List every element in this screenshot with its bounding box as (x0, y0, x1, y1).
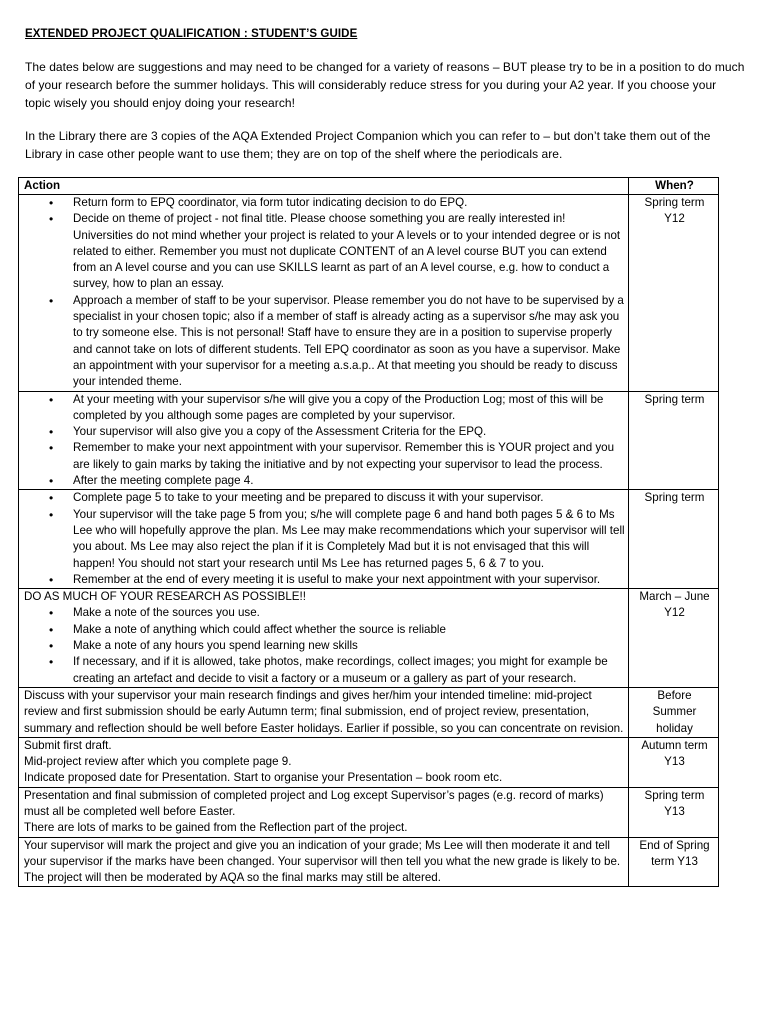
action-cell (19, 687, 629, 737)
when-cell: Spring term Y12 (629, 195, 719, 392)
action-text: Mid-project review after which you complete page 9. (24, 755, 292, 769)
action-cell (19, 391, 629, 490)
table-row (19, 687, 719, 737)
action-cell (19, 195, 629, 392)
when-cell: March – June Y12 (629, 589, 719, 688)
table-row (19, 589, 719, 688)
action-text: DO AS MUCH OF YOUR RESEARCH AS POSSIBLE!! (24, 590, 306, 604)
list-item: • Your supervisor will also give you a copy of the Assessment Criteria for the EPQ. (24, 424, 625, 440)
when-cell: Spring term (629, 391, 719, 490)
table-row (19, 737, 719, 787)
when-cell: Autumn term Y13 (629, 737, 719, 787)
list-item: • Remember at the end of every meeting it is useful to make your next appointment with your supervisor. (24, 572, 625, 588)
action-text: Presentation and final submission of completed project and Log except Supervisor’s pages (e.g. record of marks) must all be completed well before Easter. (24, 788, 604, 818)
table-row (19, 391, 719, 490)
action-cell (19, 589, 629, 688)
table-row (19, 195, 719, 392)
list-item: • Make a note of the sources you use. (24, 605, 625, 621)
column-header-action: Action (19, 178, 629, 195)
list-item: • Complete page 5 to take to your meeting and be prepared to discuss it with your supervisor. (24, 490, 625, 506)
action-cell (19, 490, 629, 589)
when-cell: Before Summer holiday (629, 687, 719, 737)
intro-paragraph: The dates below are suggestions and may need to be changed for a variety of reasons – BUT please try to be in a position to do much of your research before the summer holidays. This will considerably reduce stress for you during your A2 year. If you choose your topic wisely you should enjoy doing your research! (25, 60, 745, 110)
table-row (19, 787, 719, 837)
list-item: • Remember to make your next appointment with your supervisor. Remember this is YOUR project and you are likely to gain marks by taking the initiative and by not expecting your supervisor to lead the process. (24, 440, 625, 473)
when-cell: End of Spring term Y13 (629, 837, 719, 887)
list-item: • Your supervisor will the take page 5 from you; s/he will complete page 6 and hand both pages 5 & 6 to Ms Lee who will hopefully approve the plan. Ms Lee may make recommendations which your supervisor will tell you about. Ms Lee may also reject the plan if it is Completely Mad but it is not envisaged that this will happen! You should not start your research until Ms Lee has returned pages 5, 6 & 7 to you. (24, 507, 625, 572)
list-item: • Make a note of any hours you spend learning new skills (24, 638, 625, 654)
column-header-when: When? (629, 178, 719, 195)
list-item: • After the meeting complete page 4. (24, 473, 625, 489)
action-text: Your supervisor will mark the project and give you an indication of your grade; Ms Lee will then moderate it and tell your supervisor if the marks have been changed. Your supervisor will then tell you what the new grade is likely to be. The project will then be moderated by AQA so the final marks may still be altered. (24, 838, 621, 885)
when-cell: Spring term Y13 (629, 787, 719, 837)
action-bullet-list (24, 490, 625, 588)
action-bullet-list (24, 392, 625, 490)
table-header-row (19, 178, 719, 195)
action-bullet-list (24, 195, 625, 391)
action-text: Submit first draft. (24, 738, 112, 752)
action-bullet-list (24, 605, 625, 686)
intro-paragraph: In the Library there are 3 copies of the AQA Extended Project Companion which you can refer to – but don’t take them out of the Library in case other people want to use them; they are on top of the shelf where the periodicals are. (25, 129, 711, 161)
action-cell (19, 787, 629, 837)
when-cell: Spring term (629, 490, 719, 589)
list-item: • Decide on theme of project - not final title. Please choose something you are really interested in! Universities do not mind whether your project is related to your A levels or to your intended degree or is not related to either. Remember you must not duplicate CONTENT of an A level course BUT you can extend from an A level course and you can use SKILLS learnt as part of an A level course, e.g. how to conduct a survey, how to plan an essay. (24, 211, 625, 292)
action-cell (19, 737, 629, 787)
list-item: • Return form to EPQ coordinator, via form tutor indicating decision to do EPQ. (24, 195, 625, 211)
list-item: • At your meeting with your supervisor s/he will give you a copy of the Production Log; most of this will be completed by you although some pages are completed by your supervisor. (24, 392, 625, 425)
action-text: Indicate proposed date for Presentation. Start to organise your Presentation – book room etc. (24, 771, 503, 785)
schedule-table (18, 177, 719, 887)
action-text: There are lots of marks to be gained from the Reflection part of the project. (24, 821, 408, 835)
action-text: Discuss with your supervisor your main research findings and gives her/him your intended timeline: mid-project review and first submission should be early Autumn term; final submission, end of project review, presentation, summary and reflection should be well before Easter holidays. Earlier if possible, so you can concentrate on revision. (24, 688, 624, 735)
list-item: • Approach a member of staff to be your supervisor. Please remember you do not have to be supervised by a specialist in your chosen topic; also if a member of staff is already acting as a supervisor s/he may ask you to try someone else. This is not personal! Staff have to ensure they are in a position to supervise properly and cannot take on lots of different students. Tell EPQ coordinator as soon as you have a supervisor. Make an appointment with your supervisor for a meeting a.s.a.p.. At that meeting you should be ready to discuss your intended theme. (24, 293, 625, 391)
list-item: • Make a note of anything which could affect whether the source is reliable (24, 622, 625, 638)
table-row (19, 490, 719, 589)
table-row (19, 837, 719, 887)
action-cell (19, 837, 629, 887)
list-item: • If necessary, and if it is allowed, take photos, make recordings, collect images; you might for example be creating an artefact and decide to visit a factory or a museum or a gallery as part of your research. (24, 654, 625, 687)
page-title: EXTENDED PROJECT QUALIFICATION : STUDENT’S GUIDE (25, 28, 358, 40)
